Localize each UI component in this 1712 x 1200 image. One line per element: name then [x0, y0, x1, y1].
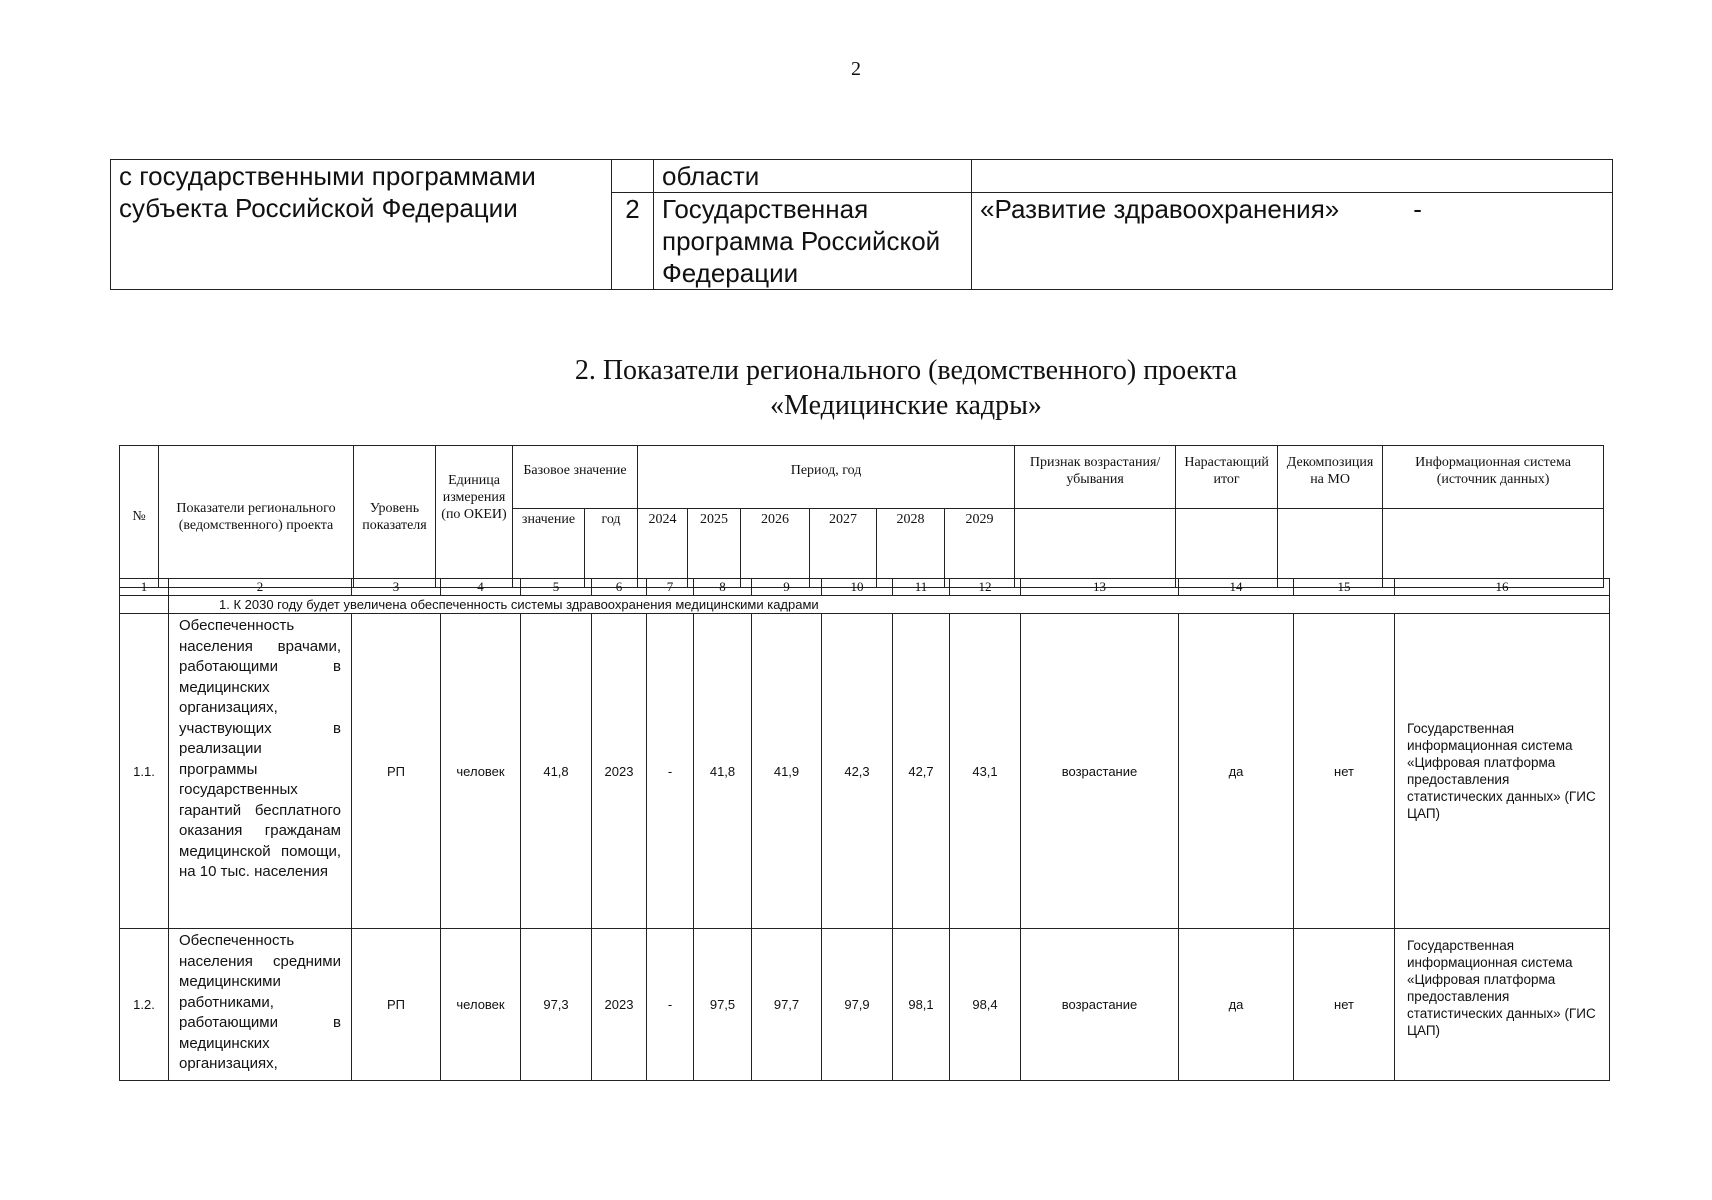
row-value-2024: -: [647, 929, 694, 1081]
programs-row1-num: [612, 160, 654, 193]
header-unit: Единица измерения (по ОКЕИ): [436, 446, 513, 588]
table-row: [120, 929, 1610, 1081]
column-number: 7: [647, 579, 694, 596]
column-number: 9: [752, 579, 822, 596]
programs-table: [110, 159, 1613, 290]
row-decomposition: нет: [1294, 929, 1395, 1081]
row-cumulative: да: [1179, 929, 1294, 1081]
programs-row2-mark: -: [1413, 194, 1422, 224]
column-number: 1: [120, 579, 169, 596]
page-number: 2: [851, 58, 861, 80]
column-number: 4: [441, 579, 521, 596]
header-level: Уровень показателя: [354, 446, 436, 588]
header-year: 2028: [877, 509, 945, 588]
header-year: 2029: [945, 509, 1015, 588]
header-year: 2026: [741, 509, 810, 588]
row-base-year: 2023: [592, 929, 647, 1081]
row-level: РП: [352, 614, 441, 929]
column-number: 5: [521, 579, 592, 596]
row-base-value: 41,8: [521, 614, 592, 929]
column-number: 12: [950, 579, 1021, 596]
header-info-system: Информационная система (источник данных): [1383, 446, 1604, 509]
row-base-year: 2023: [592, 614, 647, 929]
programs-left-cell: с государственными программами субъекта Российской Федерации: [111, 160, 612, 290]
column-number: 13: [1021, 579, 1179, 596]
row-value-2025: 97,5: [694, 929, 752, 1081]
row-level: РП: [352, 929, 441, 1081]
header-period: Период, год: [638, 446, 1015, 509]
header-cumulative: Нарастающий итог: [1176, 446, 1278, 509]
header-sign: Признак возрастания/убывания: [1015, 446, 1176, 509]
programs-row2-name: Государственная программа Российской Федерации: [654, 193, 972, 290]
column-number: 11: [893, 579, 950, 596]
section-row-text: 1. К 2030 году будет увеличена обеспеченность системы здравоохранения медицинскими кадрами: [169, 596, 1610, 614]
header-year: 2024: [638, 509, 688, 588]
row-indicator: Обеспеченность населения врачами, работающими в медицинских организациях, участвующих в реализации программы государственных гарантий бесплатного оказания гражданам медицинской помощи, на 10 тыс. населения: [169, 614, 352, 929]
row-decomposition: нет: [1294, 614, 1395, 929]
header-base-value-sub: значение: [513, 509, 585, 588]
header-year: 2027: [810, 509, 877, 588]
column-number: 2: [169, 579, 352, 596]
row-value-2028: 42,7: [893, 614, 950, 929]
header-indicator: Показатели регионального (ведомственного) проекта: [159, 446, 354, 588]
header-empty: [1278, 509, 1383, 588]
programs-row1-name: области: [654, 160, 972, 193]
programs-row1-value: [972, 160, 1613, 193]
header-empty: [1015, 509, 1176, 588]
column-number: 6: [592, 579, 647, 596]
row-sign: возрастание: [1021, 929, 1179, 1081]
header-base-value: Базовое значение: [513, 446, 638, 509]
column-number: 16: [1395, 579, 1610, 596]
programs-row2-num: 2: [612, 193, 654, 290]
section-title-line1: 2. Показатели регионального (ведомственного) проекта: [574, 355, 1238, 386]
row-value-2026: 97,7: [752, 929, 822, 1081]
row-info-system: Государственная информационная система «Цифровая платформа предоставления статистических данных» (ГИС ЦАП): [1395, 614, 1610, 929]
header-decomposition: Декомпозиция на МО: [1278, 446, 1383, 509]
column-number: 8: [694, 579, 752, 596]
row-num: 1.2.: [120, 929, 169, 1081]
header-num: №: [120, 446, 159, 588]
column-numbers-row: [120, 579, 1610, 596]
programs-row2-value-cell: [972, 193, 1613, 290]
row-unit: человек: [441, 614, 521, 929]
row-value-2029: 98,4: [950, 929, 1021, 1081]
programs-row2-value: «Развитие здравоохранения»: [980, 194, 1340, 224]
column-number: 3: [352, 579, 441, 596]
row-value-2029: 43,1: [950, 614, 1021, 929]
table-row: [120, 614, 1610, 929]
indicators-header-table: [119, 445, 1604, 588]
header-base-year-sub: год: [585, 509, 638, 588]
row-base-value: 97,3: [521, 929, 592, 1081]
section-title-line2: «Медицинские кадры»: [770, 390, 1042, 421]
row-value-2026: 41,9: [752, 614, 822, 929]
row-value-2025: 41,8: [694, 614, 752, 929]
section-row-empty: [120, 596, 169, 614]
header-year: 2025: [688, 509, 741, 588]
column-number: 15: [1294, 579, 1395, 596]
row-value-2027: 97,9: [822, 929, 893, 1081]
section-row: [120, 596, 1610, 614]
row-info-system: Государственная информационная система «Цифровая платформа предоставления статистических данных» (ГИС ЦАП): [1395, 929, 1610, 1081]
indicators-data-table: [119, 578, 1610, 1081]
row-num: 1.1.: [120, 614, 169, 929]
header-empty: [1176, 509, 1278, 588]
column-number: 14: [1179, 579, 1294, 596]
row-unit: человек: [441, 929, 521, 1081]
row-value-2028: 98,1: [893, 929, 950, 1081]
column-number: 10: [822, 579, 893, 596]
row-value-2027: 42,3: [822, 614, 893, 929]
row-cumulative: да: [1179, 614, 1294, 929]
row-indicator: Обеспеченность населения средними медицинскими работниками, работающими в медицинских организациях,: [169, 929, 352, 1081]
row-sign: возрастание: [1021, 614, 1179, 929]
header-empty: [1383, 509, 1604, 588]
row-value-2024: -: [647, 614, 694, 929]
